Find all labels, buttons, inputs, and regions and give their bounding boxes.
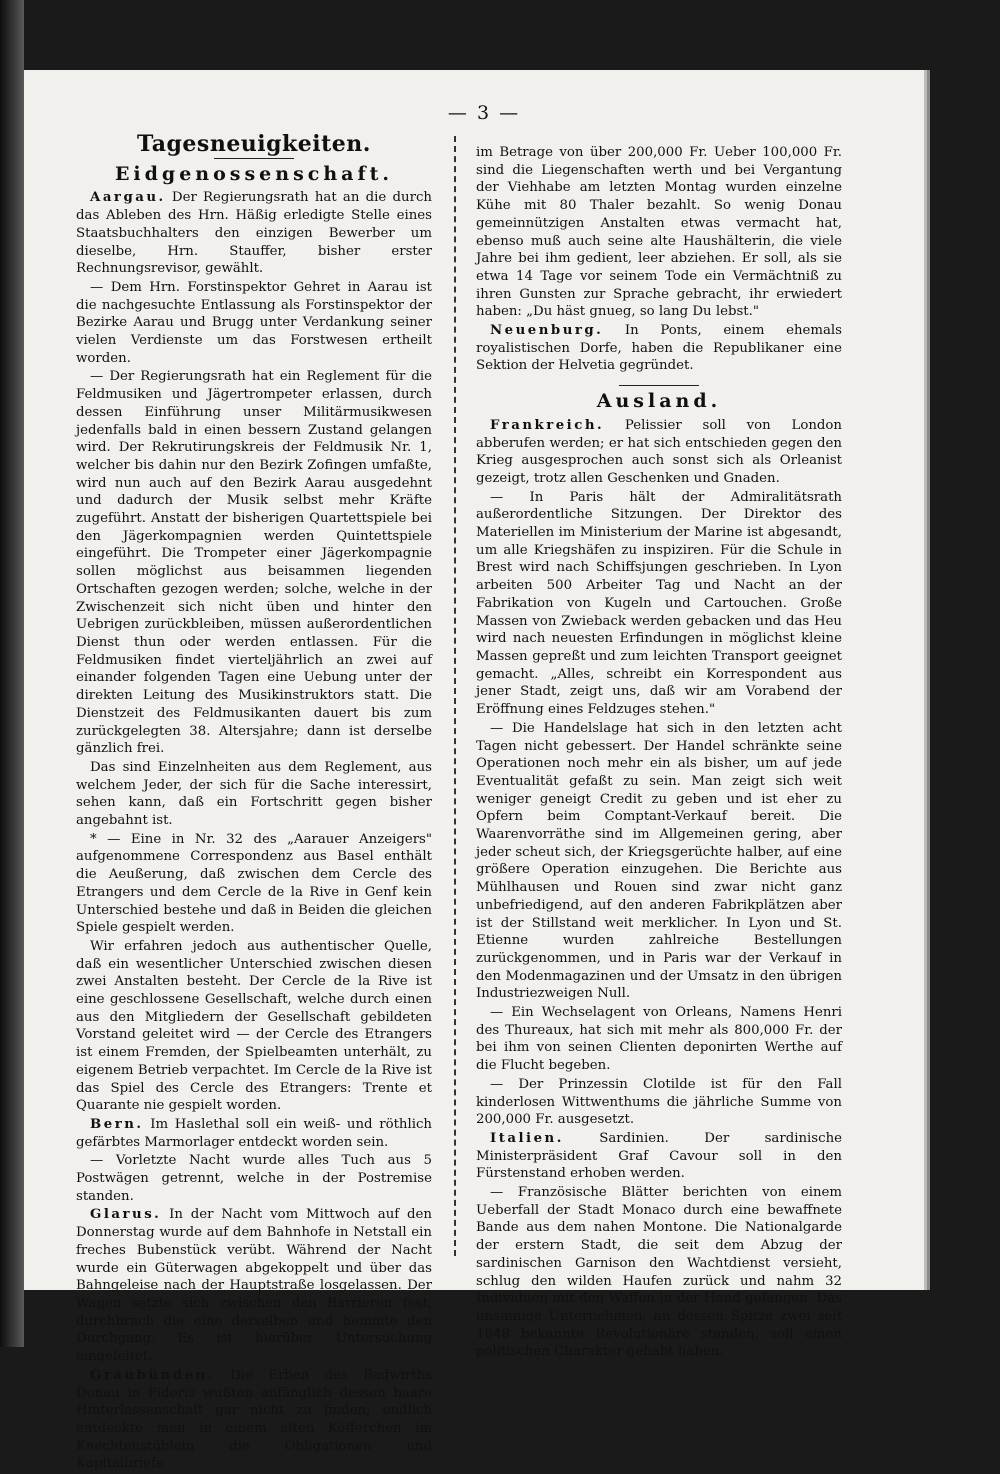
page-number: — 3 — [447,102,521,124]
newspaper-page [24,70,924,1472]
article-place-lead: Bern. [90,1116,144,1132]
article-paragraph [76,1152,432,1205]
article-paragraph [476,720,842,1003]
article-paragraph [476,489,842,719]
article-text: — Vorletzte Nacht wurde alles Tuch aus 5 Postwägen getrennt, welche in der Postremise standen. [76,1153,432,1204]
article-place-lead: Glarus. [90,1207,162,1223]
article-text: Sardinien. Der sardinische Ministerpräsident Graf Cavour soll in den Fürstenstand erhoben werden. [476,1130,842,1182]
right-column [476,144,842,1362]
article-text: In Ponts, einem ehemals royalistischen Dorfe, haben die Republikaner eine Sektion der Helvetia gegründet. [476,323,842,374]
article-text: Die Erben des Badwirths Donau in Fideris wußten anfänglich dessen baare Hinterlassenschaft gar nicht zu finden; endlich entdeckte man in einem alten Köfferchen im Knechtenstüblein die Obligationen und Kapitalbriefe [76,1367,432,1472]
article-paragraph [76,831,432,937]
article-paragraph [476,1184,842,1361]
article-paragraph [476,1004,842,1075]
article-paragraph [76,759,432,830]
section-eidgenossenschaft: Eidgenossenschaft. [114,162,394,185]
article-place-lead: Aargau. [90,190,166,206]
article-paragraph [76,189,432,278]
article-text: — Französische Blätter berichten von einem Ueberfall der Stadt Monaco durch eine bewaffnete Bande aus dem nahen Montone. Die Nationalgarde der erstern Stadt, die seit dem Abzug der sardinischen Garnison den Wachtdienst versieht, schlug den wilden Haufen zurück und nahm 32 Individuen mit den Waffen in der Hand gefangen. Das unsinnige Unternehmen, an dessen Spitze zwei seit 1848 bekannte Revolutionäre standen, soll einen politischen Charakter gehabt haben. [476,1185,842,1360]
article-text: — Die Handelslage hat sich in den letzten acht Tagen nicht gebessert. Der Handel schränkte seine Operationen noch mehr ein als bisher, um auf jede Eventualität gefaßt zu sein. Man zeigt sich weit weniger geneigt Credit zu geben und ist eher zu Opfern beim Comptant-Verkauf bereit. Die Waarenvorräthe sind im Allgemeinen gering, aber jeder scheut sich, der Kriegsgerüchte halber, auf eine größere Operation einzugehen. Die Berichte aus Mühlhausen und Rouen sind zwar nicht ganz unbefriedigend, auf den anderen Fabrikplätzen aber ist der Stillstand weit merklicher. In Lyon und St. Etienne wurden zahlreiche Bestellungen zurückgenommen, und in Paris war der Verkauf in den Modenmagazinen und der Umsatz in den übrigen Industriezweigen Null. [476,720,842,1002]
article-paragraph [476,1076,842,1129]
headline-tagesneuigkeiten: Tagesneuigkeiten. [137,131,371,157]
article-paragraph [76,1367,432,1473]
article-paragraph [76,279,432,368]
right-articles-top [476,144,842,375]
divider [619,385,699,386]
section-ausland: Ausland. [596,390,722,413]
article-paragraph [476,144,842,321]
article-text: — Ein Wechselagent von Orleans, Namens Henri des Thureaux, hat sich mit mehr als 800,000 Fr. der bei ihm von seinen Clienten deponirten Werthe auf die Flucht begeben. [476,1005,842,1074]
article-paragraph [476,1130,842,1183]
article-text: Der Regierungsrath hat an die durch das Ableben des Hrn. Häßig erledigte Stelle eines Staatsbuchhalters den einzigen Bewerber um dieselbe, Hrn. Stauffer, bisher erster Rechnungsrevisor, gewählt. [76,190,432,277]
article-text: * — Eine in Nr. 32 des „Aarauer Anzeigers" aufgenommene Correspondenz aus Basel enthält die Aeußerung, daß zwischen dem Cercle des Etrangers und dem Cercle de la Rive in Genf kein Unterschied bestehe und daß in Beiden die gleichen Spiele gespielt werden. [76,831,432,936]
left-column [76,131,432,1474]
article-text: Das sind Einzelnheiten aus dem Reglement, aus welchem Jeder, der sich für die Sache interessirt, sehen kann, daß ein Fortschritt gegen bisher angebahnt ist. [76,759,432,829]
article-text: In der Nacht vom Mittwoch auf den Donnerstag wurde auf dem Bahnhofe in Netstall ein freches Bubenstück verübt. Während der Nacht wurde ein Güterwagen abgekoppelt und über das Bahngeleise nach der Hauptstraße losgelassen. Der Wagen setzte sich zwischen den Barrieren fest, durchbrach die eine derselben und hemmte den Durchgang. Es ist hierüber Untersuchung eingeleitet. [76,1207,432,1365]
article-paragraph [76,938,432,1115]
article-place-lead: Frankreich. [490,417,605,433]
article-text: — Dem Hrn. Forstinspektor Gehret in Aarau ist die nachgesuchte Entlassung als Forstinspektor der Bezirke Aarau und Brugg unter Verdankung seiner vielen Verdienste um das Forstwesen ertheilt worden. [76,279,432,366]
article-text: — Der Prinzessin Clotilde ist für den Fall kinderlosen Wittwenthums die jährliche Summe von 200,000 Fr. ausgesetzt. [476,1076,842,1128]
scan-binding-shadow [0,0,24,1347]
article-text: — Der Regierungsrath hat ein Reglement für die Feldmusiken und Jägertrompeter erlassen, durch dessen Einführung unser Militärmusikwesen jedenfalls bald in einen bessern Zustand gelangen wird. Der Rekrutirungskreis der Feldmusik Nr. 1, welcher bis dahin nur den Bezirk Zofingen umfaßte, wird nun auch auf den Bezirk Aarau ausgedehnt und dadurch der Musik selbst mehr Kräfte zugeführt. Anstatt der bisherigen Quartettspiele bei den Jägerkompagnien werden Quintettspiele eingeführt. Die Trompeter einer Jägerkompagnie sollen möglichst aus beisammen liegenden Ortschaften gezogen werden; solche, welche in der Zwischenzeit sich nicht üben und hinter den Uebrigen zurückbleiben, müssen außerordentlichen Dienst thun oder werden entlassen. Für die Feldmusiken findet vierteljährlich an zwei auf einander folgenden Tagen eine Uebung unter der direkten Leitung des Musikinstruktors statt. Die Dienstzeit des Feldmusikanten dauert bis zum zurückgelegten 38. Altersjahre; dann ist derselbe gänzlich frei. [76,369,432,757]
divider [214,158,294,159]
article-text: Pelissier soll von London abberufen werden; er hat sich entschieden gegen den Krieg ausgesprochen auch sonst sich als Orleanist gezeigt, trotz allen Geschenken und Gnaden. [476,417,842,486]
article-paragraph [76,368,432,757]
article-paragraph [476,417,842,488]
article-text: Im Haslethal soll ein weiß- und röthlich gefärbtes Marmorlager entdeckt worden sein. [76,1116,432,1150]
article-paragraph [76,1206,432,1365]
right-articles [476,417,842,1361]
article-text: im Betrage von über 200,000 Fr. Ueber 100,000 Fr. sind die Liegenschaften werth und bei Vergantung der Viehhabe am letzten Montag wurden einzelne Kühe mit 80 Thaler bezahlt. So wenig Donau gemeinnützigen Anstalten etwas vermacht hat, ebenso muß auch seine alte Haushälterin, die viele Jahre bei ihm gedient, leer abziehen. Er soll, als sie etwa 14 Tage vor seinem Tode ein Vermächtniß zu ihren Gunsten zur Sprache gebracht, ihr erwiedert haben: „Du häst gnueg, so lang Du lebst." [476,145,842,320]
article-place-lead: Graubünden. [90,1367,215,1383]
article-paragraph [76,1116,432,1151]
article-place-lead: Italien. [490,1130,564,1146]
column-divider [454,136,456,1256]
left-articles [76,189,432,1473]
article-text: — In Paris hält der Admiralitätsrath außerordentliche Sitzungen. Der Direktor des Materiellen im Ministerium der Marine ist abgesandt, um alle Kriegshäfen zu inspiziren. Für die Schule in Brest wird nach Schiffsjungen geschrieben. In Lyon arbeiten 500 Arbeiter Tag und Nacht an der Fabrikation von Kugeln und Cartouchen. Große Massen von Zwieback werden gebacken und das Heu wird nach neuesten Erfindungen in möglichst kleine Massen gepreßt und zum leichten Transport geeignet gemacht. „Alles, schreibt ein Korrespondent aus jener Stadt, zeigt uns, daß wir am Vorabend der Eröffnung eines Feldzuges stehen." [476,489,842,718]
article-paragraph [476,322,842,375]
article-place-lead: Neuenburg. [490,323,604,339]
article-text: Wir erfahren jedoch aus authentischer Quelle, daß ein wesentlicher Unterschied zwischen diesen zwei Anstalten besteht. Der Cercle de la Rive ist eine geschlossene Gesellschaft, welche durch einen aus den Mitgliedern der Gesellschaft gebildeten Vorstand geleitet wird — der Cercle des Etrangers ist einem Fremden, der Spielbeamten unterhält, zu eigenem Betrieb verpachtet. Im Cercle de la Rive ist das Spiel des Cercle des Etrangers: Trente et Quarante nie gespielt worden. [76,938,432,1114]
